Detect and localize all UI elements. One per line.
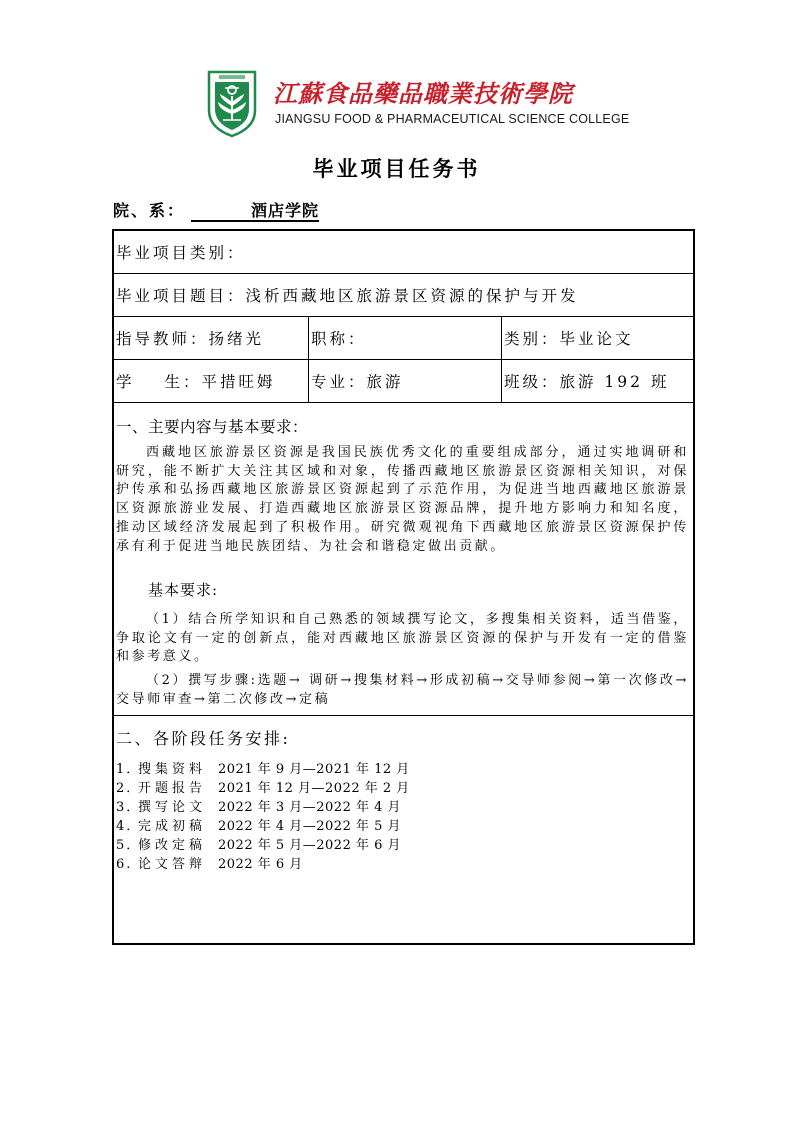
schedule-item: [116, 836, 410, 855]
task-form-table: [112, 229, 695, 945]
row-advisor: [114, 317, 693, 360]
schedule-item: [116, 817, 410, 836]
requirement-1: （1）结合所学知识和自己熟悉的领域撰写论文，多搜集相关资料，适当借鉴，争取论文有一定的创新点，能对西藏地区旅游景区资源的保护与开发有一定的借鉴和参考意义。: [116, 612, 689, 665]
college-emblem-icon: [205, 68, 259, 138]
advisor-title-cell: 职称：: [308, 317, 501, 359]
row-project-category: [114, 231, 693, 274]
schedule-task: 开题报告: [138, 781, 207, 796]
requirement-2: （2）撰写步骤:选题→ 调研→搜集材料→形成初稿→交导师参阅→第一次修改→交导师审查→第二次修改→定稿: [116, 673, 689, 707]
schedule-num: 6.: [116, 857, 133, 872]
college-name-cn: 江蘇食品藥品職業技術學院: [273, 79, 573, 108]
section1-heading: 一、主要内容与基本要求：: [116, 418, 309, 436]
college-name-en: JIANGSU FOOD & PHARMACEUTICAL SCIENCE COLLEGE: [275, 112, 630, 126]
schedule-num: 3．: [116, 800, 142, 815]
schedule-period: 2022 年 6 月: [218, 857, 303, 872]
department-line: [113, 198, 319, 222]
schedule-list: [116, 760, 410, 874]
requirements-heading: 基本要求:: [148, 581, 219, 599]
college-header: [205, 68, 630, 140]
schedule-period: 2021 年 12 月—2022 年 2 月: [218, 781, 410, 796]
schedule-period: 2022 年 5 月—2022 年 6 月: [218, 838, 402, 853]
schedule-period: 2022 年 3 月—2022 年 4 月: [218, 800, 402, 815]
schedule-num: 2．: [116, 781, 142, 796]
row-project-title: [114, 274, 693, 317]
schedule-task: 撰写论文: [138, 800, 207, 815]
document-title: 毕业项目任务书: [312, 157, 481, 181]
student-label-a: 学: [116, 373, 135, 391]
section2-heading: 二、各阶段任务安排:: [116, 729, 291, 748]
schedule-num: 5．: [116, 838, 142, 853]
schedule-task: 修改定稿: [138, 838, 207, 853]
student-label-b: 生：平措旺姆: [164, 373, 276, 391]
class-cell: 班级：旅游 192 班: [501, 360, 693, 402]
schedule-num: 1．: [116, 762, 142, 777]
department-label: 院、系：: [113, 201, 186, 220]
schedule-item: [116, 760, 410, 779]
schedule-task: 论文答辩: [138, 857, 207, 872]
schedule-num: 4．: [116, 819, 142, 834]
schedule-item: [116, 855, 410, 874]
department-value: 酒店学院: [191, 201, 319, 222]
student-cell: [114, 360, 308, 402]
section-schedule: [114, 716, 693, 943]
schedule-item: [116, 798, 410, 817]
advisor-cell: 指导教师：扬绪光: [116, 330, 265, 348]
category-cell: 类别：毕业论文: [501, 317, 693, 359]
project-category-cell: 毕业项目类别：: [116, 244, 246, 262]
section-main-content: [114, 403, 693, 716]
project-title-cell: 毕业项目题目：浅析西藏地区旅游景区资源的保护与开发: [116, 287, 579, 305]
schedule-task: 搜集资料: [138, 762, 207, 777]
major-cell: 专业：旅游: [308, 360, 501, 402]
section1-paragraph: 西藏地区旅游景区资源是我国民族优秀文化的重要组成部分，通过实地调研和研究，能不断扩大关注其区域和对象，传播西藏地区旅游景区资源相关知识，对保护传承和弘扬西藏地区旅游景区资源起到了示范作用，为促进当地西藏地区旅游景区资源旅游业发展、打造西藏地区旅游景区资源品牌，提升地方影响力和知名度，推动区域经济发展起到了积极作用。研究微观视角下西藏地区旅游景区资源保护传承有利于促进当地民族团结、为社会和谐稳定做出贡献。: [116, 445, 689, 554]
schedule-item: [116, 779, 410, 798]
schedule-period: 2021 年 9 月—2021 年 12 月: [218, 762, 410, 777]
schedule-period: 2022 年 4 月—2022 年 5 月: [218, 819, 402, 834]
row-student: [114, 360, 693, 403]
schedule-task: 完成初稿: [138, 819, 207, 834]
